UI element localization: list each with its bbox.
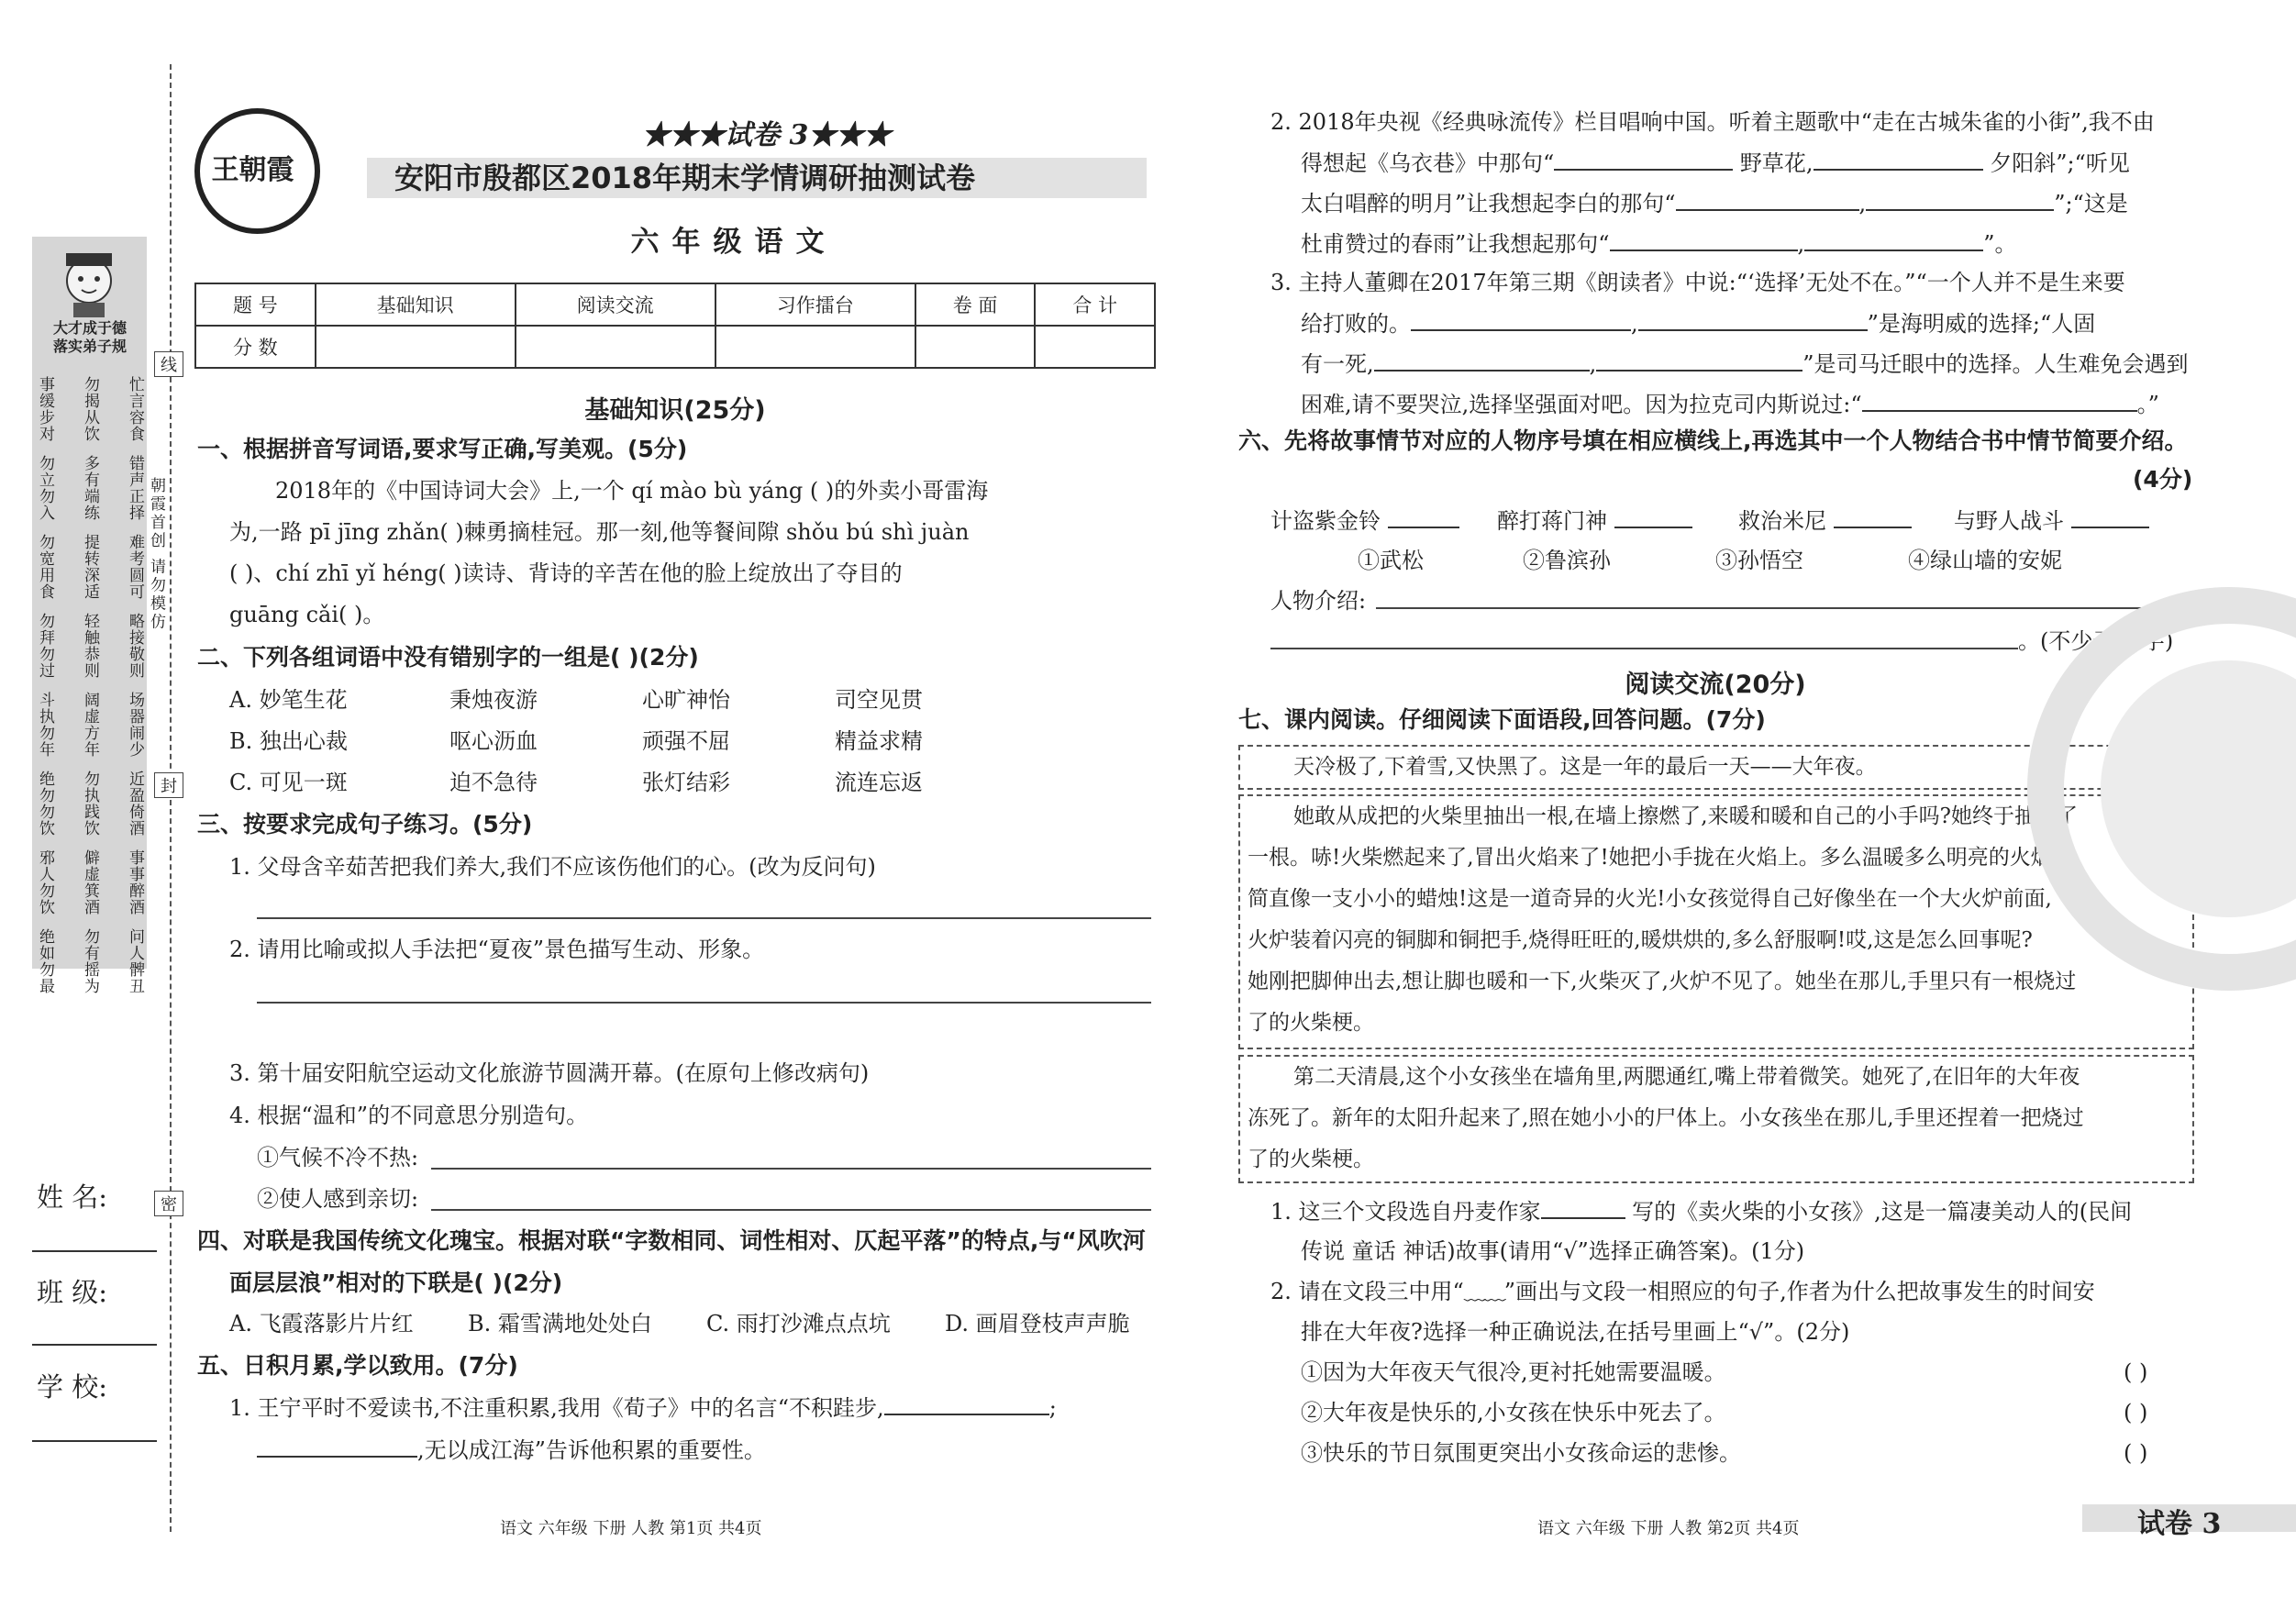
passage-text: 天冷极了,下着雪,又快黑了。这是一年的最后一天——大年夜。 (1293, 755, 1877, 779)
score-input-cell[interactable] (316, 326, 516, 368)
q1-line: 为,一路 pī jīng zhǎn( )棘勇摘桂冠。那一刻,他等餐间隙 shǒu bú shì juàn (229, 519, 970, 545)
score-table-score-row (195, 326, 1155, 368)
passage-line: 了的火柴梗。 (1248, 1148, 1374, 1171)
q2-option-word: 张灯结彩 (642, 770, 730, 795)
q2-title: 二、下列各组词语中没有错别字的一组是( )(2分) (197, 644, 699, 671)
rules-column: 忙言容食 (126, 376, 144, 442)
q5-3-line: 3. 主持人董卿在2017年第三期《朗读者》中说:“‘选择’无处不在。”“一个人并不是生来要 (1270, 270, 2125, 295)
passage-line: 第二天清晨,这个小女孩坐在墙角里,两腮通红,嘴上带着微笑。她死了,在旧年的大年夜 (1293, 1065, 2080, 1089)
cut-line (170, 64, 172, 1532)
passage-line: 一根。哧!火柴燃起来了,冒出火焰来了!她把小手拢在火焰上。多么温暖多么明亮的火焰啊, (1248, 846, 2080, 870)
q3-item: 1. 父母含辛茹苦把我们养大,我们不应该伤他们的心。(改为反问句) (229, 854, 876, 880)
q6-title: 六、先将故事情节对应的人物序号填在相应横线上,再选其中一个人物结合书中情节简要介绍。 (1238, 427, 2188, 454)
answer-line[interactable] (1376, 607, 2192, 609)
q5-2-text: 太白唱醉的明月”让我想起李白的那句“ (1301, 191, 1676, 216)
answer-line[interactable] (257, 917, 1151, 919)
passage-line: 火炉装着闪亮的铜脚和铜把手,烧得旺旺的,暖烘烘的,多么舒服啊!哎,这是怎么回事呢? (1248, 928, 2033, 952)
q2-option-word: 心旷神怡 (642, 687, 730, 713)
q7-2 (1270, 1278, 2095, 1305)
rules-column: 勿揭从饮 (81, 376, 99, 442)
motto-text (33, 319, 147, 356)
section-basic-title: 基础知识(25分) (584, 396, 766, 425)
q6-char: ④绿山墙的安妮 (1908, 548, 2062, 573)
q5-2-text: 得想起《乌衣巷》中那句“ (1301, 150, 1555, 176)
blank[interactable] (1676, 189, 1859, 211)
q1-line: guāng cǎi( )。 (229, 602, 385, 627)
q5-2-line: 杜甫赞过的春雨”让我想起那句“ , ”。 (1301, 231, 2017, 257)
q2-option-word: C. 可见一斑 (229, 770, 348, 795)
wavy-line-icon: ﹏﹏ (1463, 1279, 1504, 1304)
score-input-cell[interactable] (915, 326, 1036, 368)
plot-label: 计盗紫金铃 (1270, 508, 1381, 534)
passage-line: 了的火柴梗。 (1248, 1011, 1374, 1035)
rules-column: 邪人勿饮 (36, 849, 54, 915)
q7-1-cont: 传说 童话 神话)故事(请用“√”选择正确答案)。(1分) (1301, 1238, 1805, 1264)
rules-column: 勿宽用食 (36, 534, 54, 600)
q6-char: ①武松 (1358, 548, 1424, 573)
score-table-header-row (195, 283, 1155, 326)
q6-plot (1954, 506, 2149, 535)
blank[interactable] (1814, 149, 1983, 171)
q3-item: 4. 根据“温和”的不同意思分别造句。 (229, 1103, 589, 1128)
binding-strip (0, 0, 177, 1597)
blank[interactable] (1862, 390, 2137, 412)
q5-3-line (1301, 390, 2159, 418)
q7-title: 七、课内阅读。仔细阅读下面语段,回答问题。(7分) (1238, 706, 1766, 733)
score-cell: 题 号 (195, 283, 316, 326)
q7-opt: ①因为大年夜天气很冷,更衬托她需要温暖。 (1301, 1359, 1726, 1385)
blank[interactable] (1614, 506, 1692, 528)
rules-group (35, 455, 145, 521)
seal-secret: 密 (154, 1191, 183, 1216)
blank[interactable] (2071, 506, 2149, 528)
q7-text: 写的《卖火柴的小女孩》,这是一篇凄美动人的(民间 (1632, 1199, 2133, 1225)
rules-column: 绝勿勿饮 (36, 771, 54, 837)
q2-option-word: B. 独出心裁 (229, 728, 348, 754)
answer-paren[interactable]: ( ) (2124, 1359, 2148, 1385)
q2-option-word: 秉烛夜游 (449, 687, 538, 713)
rules-column: 错声正择 (126, 455, 144, 521)
seal-seal: 封 (154, 772, 183, 798)
subject-title: 六年级语文 (630, 226, 837, 259)
passage-line: 简直像一支小小的蜡烛!这是一道奇异的火光!小女孩觉得自己好像坐在一个大火炉前面, (1248, 887, 2052, 911)
q5-item (257, 1436, 766, 1464)
q2-option-word: 顽强不屈 (642, 728, 730, 754)
q6-plot (1738, 506, 1912, 535)
q7-text: 1. 这三个文段选自丹麦作家 (1270, 1199, 1541, 1225)
name-label: 姓 名: (37, 1181, 107, 1213)
class-label: 班 级: (37, 1277, 107, 1308)
school-label: 学 校: (37, 1371, 107, 1403)
answer-line[interactable] (431, 1168, 1151, 1170)
motto-line: 大才成于德 (52, 319, 127, 337)
page2-footer: 语文 六年级 下册 人教 第2页 共4页 (1537, 1519, 1800, 1538)
rules-column: 勿有摇为 (81, 928, 99, 994)
q4-option: A. 飞霞落影片片红 (229, 1311, 414, 1336)
rules-column: 绝如勿最 (36, 928, 54, 994)
q6-min-note: 。(不少于40字) (2018, 628, 2174, 654)
rules-column: 场器闹少 (126, 692, 144, 758)
q2-option-word: 流连忘返 (835, 770, 923, 795)
q7-text: 2. 请在文段三中用“ (1270, 1279, 1464, 1304)
rules-column: 问人髀丑 (126, 928, 144, 994)
q1-line: ( )、chí zhī yǐ héng( )读诗、背诗的辛苦在他的脸上绽放出了夺目的 (229, 560, 903, 586)
q4-title-cont: 面层层浪”相对的下联是( )(2分) (229, 1270, 563, 1296)
q7-text: ”画出与文段一相照应的句子,作者为什么把故事发生的时间安 (1503, 1279, 2095, 1304)
score-input-cell[interactable] (1035, 326, 1155, 368)
rules-column: 斗执勿年 (36, 692, 54, 758)
q2-option-word: 精益求精 (835, 728, 923, 754)
answer-line[interactable] (1270, 648, 2018, 649)
blank[interactable] (1554, 149, 1733, 171)
blank[interactable] (1388, 506, 1459, 528)
q1-title: 一、根据拼音写词语,要求写正确,写美观。(5分) (197, 436, 688, 462)
name-field[interactable] (32, 1250, 157, 1252)
q7-opt: ②大年夜是快乐的,小女孩在快乐中死去了。 (1301, 1400, 1726, 1425)
q7-opt: ③快乐的节日氛围更突出小女孩命运的悲惨。 (1301, 1440, 1741, 1466)
rules-column: 多有端练 (81, 455, 99, 521)
score-input-cell[interactable] (516, 326, 715, 368)
section-reading-title: 阅读交流(20分) (1625, 671, 1806, 699)
score-cell: 习作擂台 (715, 283, 915, 326)
q4-title: 四、对联是我国传统文化瑰宝。根据对联“字数相同、词性相对、仄起平落”的特点,与“风吹河 (197, 1227, 1146, 1254)
q7-1 (1270, 1197, 2132, 1225)
plot-label: 救治米尼 (1738, 508, 1826, 534)
score-cell: 阅读交流 (516, 283, 715, 326)
q6-char: ②鲁滨孙 (1523, 548, 1611, 573)
q5-3-line: 给打败的。 , ”是海明威的选择;“人固 (1301, 311, 2096, 337)
brand-logo-text: 王朝霞 (211, 154, 294, 186)
rules-column: 事缓步对 (36, 376, 54, 442)
passage-line: 她刚把脚伸出去,想让脚也暖和一下,火柴灭了,火炉不见了。她坐在那儿,手里只有一根烧过 (1248, 970, 2077, 993)
rules-column: 略接敬则 (126, 613, 144, 679)
blank[interactable] (1804, 229, 1983, 251)
q5-2-line: 太白唱醉的明月”让我想起李白的那句“ , ”;“这是 (1301, 191, 2128, 216)
q5-2-text: 野草花, (1739, 150, 1814, 176)
rules-column: 僻虚箕酒 (81, 849, 99, 915)
rules-columns (35, 376, 145, 1007)
rules-group (35, 928, 145, 994)
rules-column: 事事醉酒 (126, 849, 144, 915)
blank[interactable] (1638, 309, 1868, 331)
q5-2-text: 夕阳斜”;“听见 (1990, 150, 2130, 176)
q4-option: B. 霜雪满地处处白 (468, 1311, 652, 1336)
q5-3-line: 有一死, , ”是司马迁眼中的选择。人生难免会遇到 (1301, 351, 2189, 377)
q5-2-text: 杜甫赞过的春雨”让我想起那句“ (1301, 231, 1610, 257)
blank[interactable] (1834, 506, 1912, 528)
blank[interactable] (884, 1393, 1049, 1415)
q5-2-text: ”;“这是 (2054, 191, 2128, 216)
q5-3-text: ”是海明威的选择;“人固 (1867, 311, 2096, 337)
q6-intro-label: 人物介绍: (1270, 588, 1367, 614)
rules-group (35, 771, 145, 837)
passage-line: 她敢从成把的火柴里抽出一根,在墙上擦燃了,来暖和暖和自己的小手吗?她终于抽出了 (1293, 804, 2078, 828)
passage-3 (1238, 1055, 2194, 1183)
rules-group (35, 613, 145, 679)
rules-column: 勿拜勿过 (36, 613, 54, 679)
rules-group (35, 692, 145, 758)
q7-2-cont: 排在大年夜?选择一种正确说法,在括号里画上“√”。(2分) (1301, 1319, 1850, 1345)
q5-3-text: 给打败的。 (1301, 311, 1411, 337)
q3-item: 3. 第十届安阳航空运动文化旅游节圆满开幕。(在原句上修改病句) (229, 1060, 870, 1086)
answer-paren[interactable]: ( ) (2124, 1440, 2148, 1466)
q3-sub: ①气候不冷不热: (257, 1145, 419, 1170)
q5-title: 五、日积月累,学以致用。(7分) (197, 1352, 518, 1379)
q5-text: 1. 王宁平时不爱读书,不注重积累,我用《荀子》中的名言“不积跬步, (229, 1395, 884, 1421)
q5-3-text: 。” (2136, 392, 2159, 417)
rules-group (35, 534, 145, 600)
rules-column: 勿立勿入 (36, 455, 54, 521)
q5-3-text: 有一死, (1301, 351, 1374, 377)
q5-item: 1. 王宁平时不爱读书,不注重积累,我用《荀子》中的名言“不积跬步, ; (229, 1395, 1057, 1421)
school-field[interactable] (32, 1440, 157, 1442)
seal-line: 线 (154, 351, 183, 377)
q5-2-text: ”。 (1983, 231, 2017, 257)
tail-paper-no: 试卷 3 (2137, 1508, 2222, 1540)
passage-line: 冻死了。新年的太阳升起来了,照在她小小的尸体上。小女孩坐在那儿,手里还捏着一把烧过 (1248, 1106, 2084, 1130)
rules-column: 轻触恭则 (81, 613, 99, 679)
score-table (194, 283, 1156, 369)
q6-plot (1497, 506, 1692, 535)
paper-number: ★★★试卷 3★★★ (642, 119, 892, 151)
rules-column: 近盈倚酒 (126, 771, 144, 837)
answer-line[interactable] (431, 1209, 1151, 1211)
plot-label: 与野人战斗 (1954, 508, 2064, 534)
q6-char: ③孙悟空 (1715, 548, 1803, 573)
answer-line[interactable] (257, 1002, 1151, 1004)
q2-option-word: 迫不急待 (449, 770, 538, 795)
blank[interactable] (1596, 349, 1802, 372)
q4-option: D. 画眉登枝声声脆 (945, 1311, 1130, 1336)
q6-plot (1270, 506, 1459, 535)
rules-column: 阔虚方年 (81, 692, 99, 758)
q3-title: 三、按要求完成句子练习。(5分) (197, 811, 533, 837)
q5-2-line: 2. 2018年央视《经典咏流传》栏目唱响中国。听着主题歌中“走在古城朱雀的小街”,我不由 (1270, 109, 2155, 135)
blank[interactable] (1374, 349, 1590, 372)
blank[interactable] (1541, 1197, 1625, 1219)
q1-line: 2018年的《中国诗词大会》上,一个 qí mào bù yáng ( )的外卖小哥雷海 (275, 478, 989, 504)
answer-paren[interactable]: ( ) (2124, 1400, 2148, 1425)
score-input-cell[interactable] (715, 326, 915, 368)
q5-text: ,无以成江海”告诉他积累的重要性。 (417, 1437, 766, 1463)
score-cell: 分 数 (195, 326, 316, 368)
q5-3-text: ”是司马迁眼中的选择。人生难免会遇到 (1802, 351, 2189, 377)
exam-title: 安阳市殷都区2018年期末学情调研抽测试卷 (394, 161, 976, 195)
blank[interactable] (1411, 309, 1631, 331)
q3-item: 2. 请用比喻或拟人手法把“夏夜”景色描写生动、形象。 (229, 937, 765, 962)
rules-column: 提转深适 (81, 534, 99, 600)
class-field[interactable] (32, 1344, 157, 1346)
q5-2-line (1301, 149, 2130, 177)
rules-group (35, 849, 145, 915)
q3-sub: ②使人感到亲切: (257, 1186, 419, 1212)
q2-option-word: 呕心沥血 (449, 728, 538, 754)
cartoon-scholar-icon (39, 246, 139, 319)
rules-column: 难考圆可 (126, 534, 144, 600)
score-cell: 基础知识 (316, 283, 516, 326)
rules-column: 勿执践饮 (81, 771, 99, 837)
motto-line: 落实弟子规 (52, 338, 127, 355)
score-cell: 卷 面 (915, 283, 1036, 326)
page1-footer: 语文 六年级 下册 人教 第1页 共4页 (500, 1519, 762, 1538)
q4-option: C. 雨打沙滩点点坑 (706, 1311, 891, 1336)
blank[interactable] (1866, 189, 2054, 211)
copyright-note: 朝霞首创 请勿模仿 (147, 477, 165, 632)
q2-option-word: 司空见贯 (835, 687, 923, 713)
score-cell: 合 计 (1035, 283, 1155, 326)
q2-option-word: A. 妙笔生花 (229, 687, 348, 713)
blank[interactable] (1610, 229, 1798, 251)
q5-3-text: 困难,请不要哭泣,选择坚强面对吧。因为拉克司内斯说过:“ (1301, 392, 1862, 417)
rules-group (35, 376, 145, 442)
q6-score: (4分) (2133, 466, 2193, 493)
blank[interactable] (257, 1436, 417, 1458)
plot-label: 醉打蒋门神 (1497, 508, 1607, 534)
